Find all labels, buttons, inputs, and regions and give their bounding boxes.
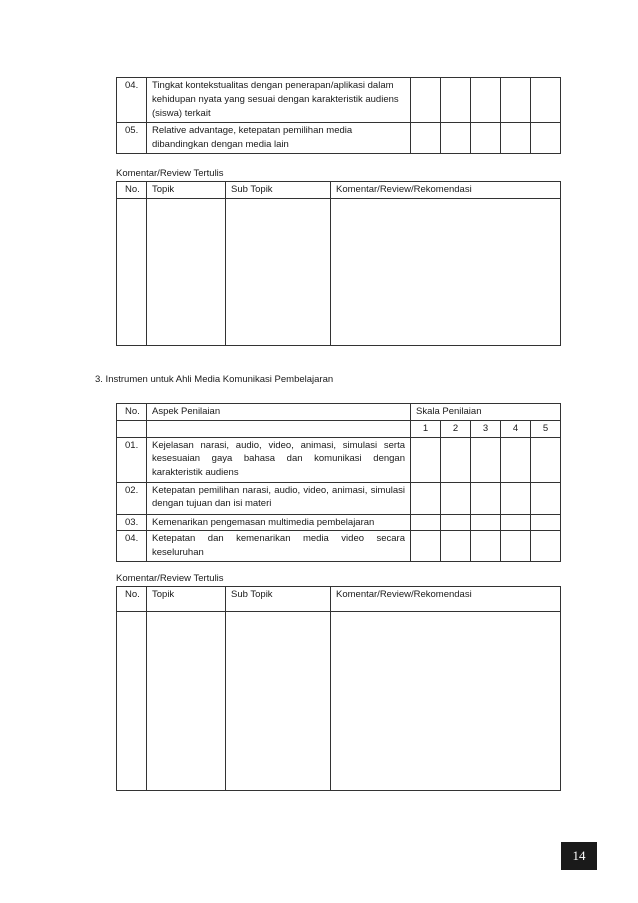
score-cell[interactable] — [501, 78, 531, 123]
entry-komentar[interactable] — [331, 612, 561, 791]
comment-entry-row — [117, 198, 561, 345]
score-cell[interactable] — [441, 123, 471, 154]
score-cell[interactable] — [531, 514, 561, 531]
row-number: 03. — [117, 514, 147, 531]
score-cell[interactable] — [531, 78, 561, 123]
scale-4: 4 — [501, 420, 531, 437]
scale-5: 5 — [531, 420, 561, 437]
table-row — [117, 123, 561, 154]
aspect-text: Kemenarikan pengemasan multimedia pembelajaran — [147, 514, 411, 531]
score-cell[interactable] — [501, 514, 531, 531]
score-cell[interactable] — [501, 531, 531, 562]
score-cell[interactable] — [471, 482, 501, 514]
header-no: No. — [117, 404, 147, 421]
aspect-text: Tingkat kontekstualitas dengan penerapan/aplikasi dalam kehidupan nyata yang sesuai dengan karakteristik audiens (siswa) terkait — [147, 78, 411, 123]
header-skala: Skala Penilaian — [411, 404, 561, 421]
blank-cell — [147, 420, 411, 437]
aspect-text: Ketepatan dan kemenarikan media video secara keseluruhan — [147, 531, 411, 562]
entry-komentar[interactable] — [331, 198, 561, 345]
blank-cell — [117, 420, 147, 437]
row-number: 01. — [117, 437, 147, 482]
entry-topik[interactable] — [147, 612, 226, 791]
comment-header-row — [117, 182, 561, 199]
instrument-table — [116, 403, 561, 562]
aspect-text: Relative advantage, ketepatan pemilihan media dibandingkan dengan media lain — [147, 123, 411, 154]
table-row — [117, 437, 561, 482]
scale-1: 1 — [411, 420, 441, 437]
score-cell[interactable] — [501, 437, 531, 482]
section-title: 3. Instrumen untuk Ahli Media Komunikasi Pembelajaran — [95, 374, 334, 385]
score-cell[interactable] — [411, 437, 441, 482]
score-cell[interactable] — [531, 437, 561, 482]
score-cell[interactable] — [411, 514, 441, 531]
score-cell[interactable] — [531, 482, 561, 514]
table-row — [117, 78, 561, 123]
header-komentar: Komentar/Review/Rekomendasi — [331, 587, 561, 612]
header-topik: Topik — [147, 587, 226, 612]
scale-2: 2 — [441, 420, 471, 437]
score-cell[interactable] — [471, 437, 501, 482]
comment-table — [116, 586, 561, 791]
score-cell[interactable] — [471, 531, 501, 562]
score-cell[interactable] — [531, 531, 561, 562]
score-cell[interactable] — [471, 123, 501, 154]
score-cell[interactable] — [411, 531, 441, 562]
aspect-table-continued — [116, 77, 561, 154]
page-number: 14 — [561, 842, 597, 870]
table-row — [117, 531, 561, 562]
instrument-header-row — [117, 404, 561, 421]
score-cell[interactable] — [441, 78, 471, 123]
row-number: 04. — [117, 78, 147, 123]
row-number: 02. — [117, 482, 147, 514]
header-sub-topik: Sub Topik — [226, 182, 331, 199]
score-cell[interactable] — [411, 78, 441, 123]
score-cell[interactable] — [471, 78, 501, 123]
header-no: No. — [117, 182, 147, 199]
header-topik: Topik — [147, 182, 226, 199]
row-number: 05. — [117, 123, 147, 154]
aspect-text: Ketepatan pemilihan narasi, audio, video, animasi, simulasi dengan tujuan dan isi materi — [147, 482, 411, 514]
header-sub-topik: Sub Topik — [226, 587, 331, 612]
comment-label: Komentar/Review Tertulis — [116, 573, 224, 584]
header-no: No. — [117, 587, 147, 612]
header-aspek: Aspek Penilaian — [147, 404, 411, 421]
score-cell[interactable] — [411, 482, 441, 514]
score-cell[interactable] — [471, 514, 501, 531]
score-cell[interactable] — [441, 531, 471, 562]
table-row — [117, 482, 561, 514]
entry-sub-topik[interactable] — [226, 612, 331, 791]
score-cell[interactable] — [411, 123, 441, 154]
aspect-text: Kejelasan narasi, audio, video, animasi, simulasi serta kesesuaian gaya bahasa dan komunikasi dengan karakteristik audiens — [147, 437, 411, 482]
entry-no[interactable] — [117, 612, 147, 791]
comment-entry-row — [117, 612, 561, 791]
header-komentar: Komentar/Review/Rekomendasi — [331, 182, 561, 199]
entry-sub-topik[interactable] — [226, 198, 331, 345]
row-number: 04. — [117, 531, 147, 562]
score-cell[interactable] — [441, 437, 471, 482]
entry-no[interactable] — [117, 198, 147, 345]
score-cell[interactable] — [441, 514, 471, 531]
comment-table — [116, 181, 561, 346]
table-row — [117, 514, 561, 531]
entry-topik[interactable] — [147, 198, 226, 345]
comment-header-row — [117, 587, 561, 612]
scale-row — [117, 420, 561, 437]
scale-3: 3 — [471, 420, 501, 437]
score-cell[interactable] — [501, 482, 531, 514]
comment-label: Komentar/Review Tertulis — [116, 168, 224, 179]
score-cell[interactable] — [501, 123, 531, 154]
score-cell[interactable] — [531, 123, 561, 154]
score-cell[interactable] — [441, 482, 471, 514]
